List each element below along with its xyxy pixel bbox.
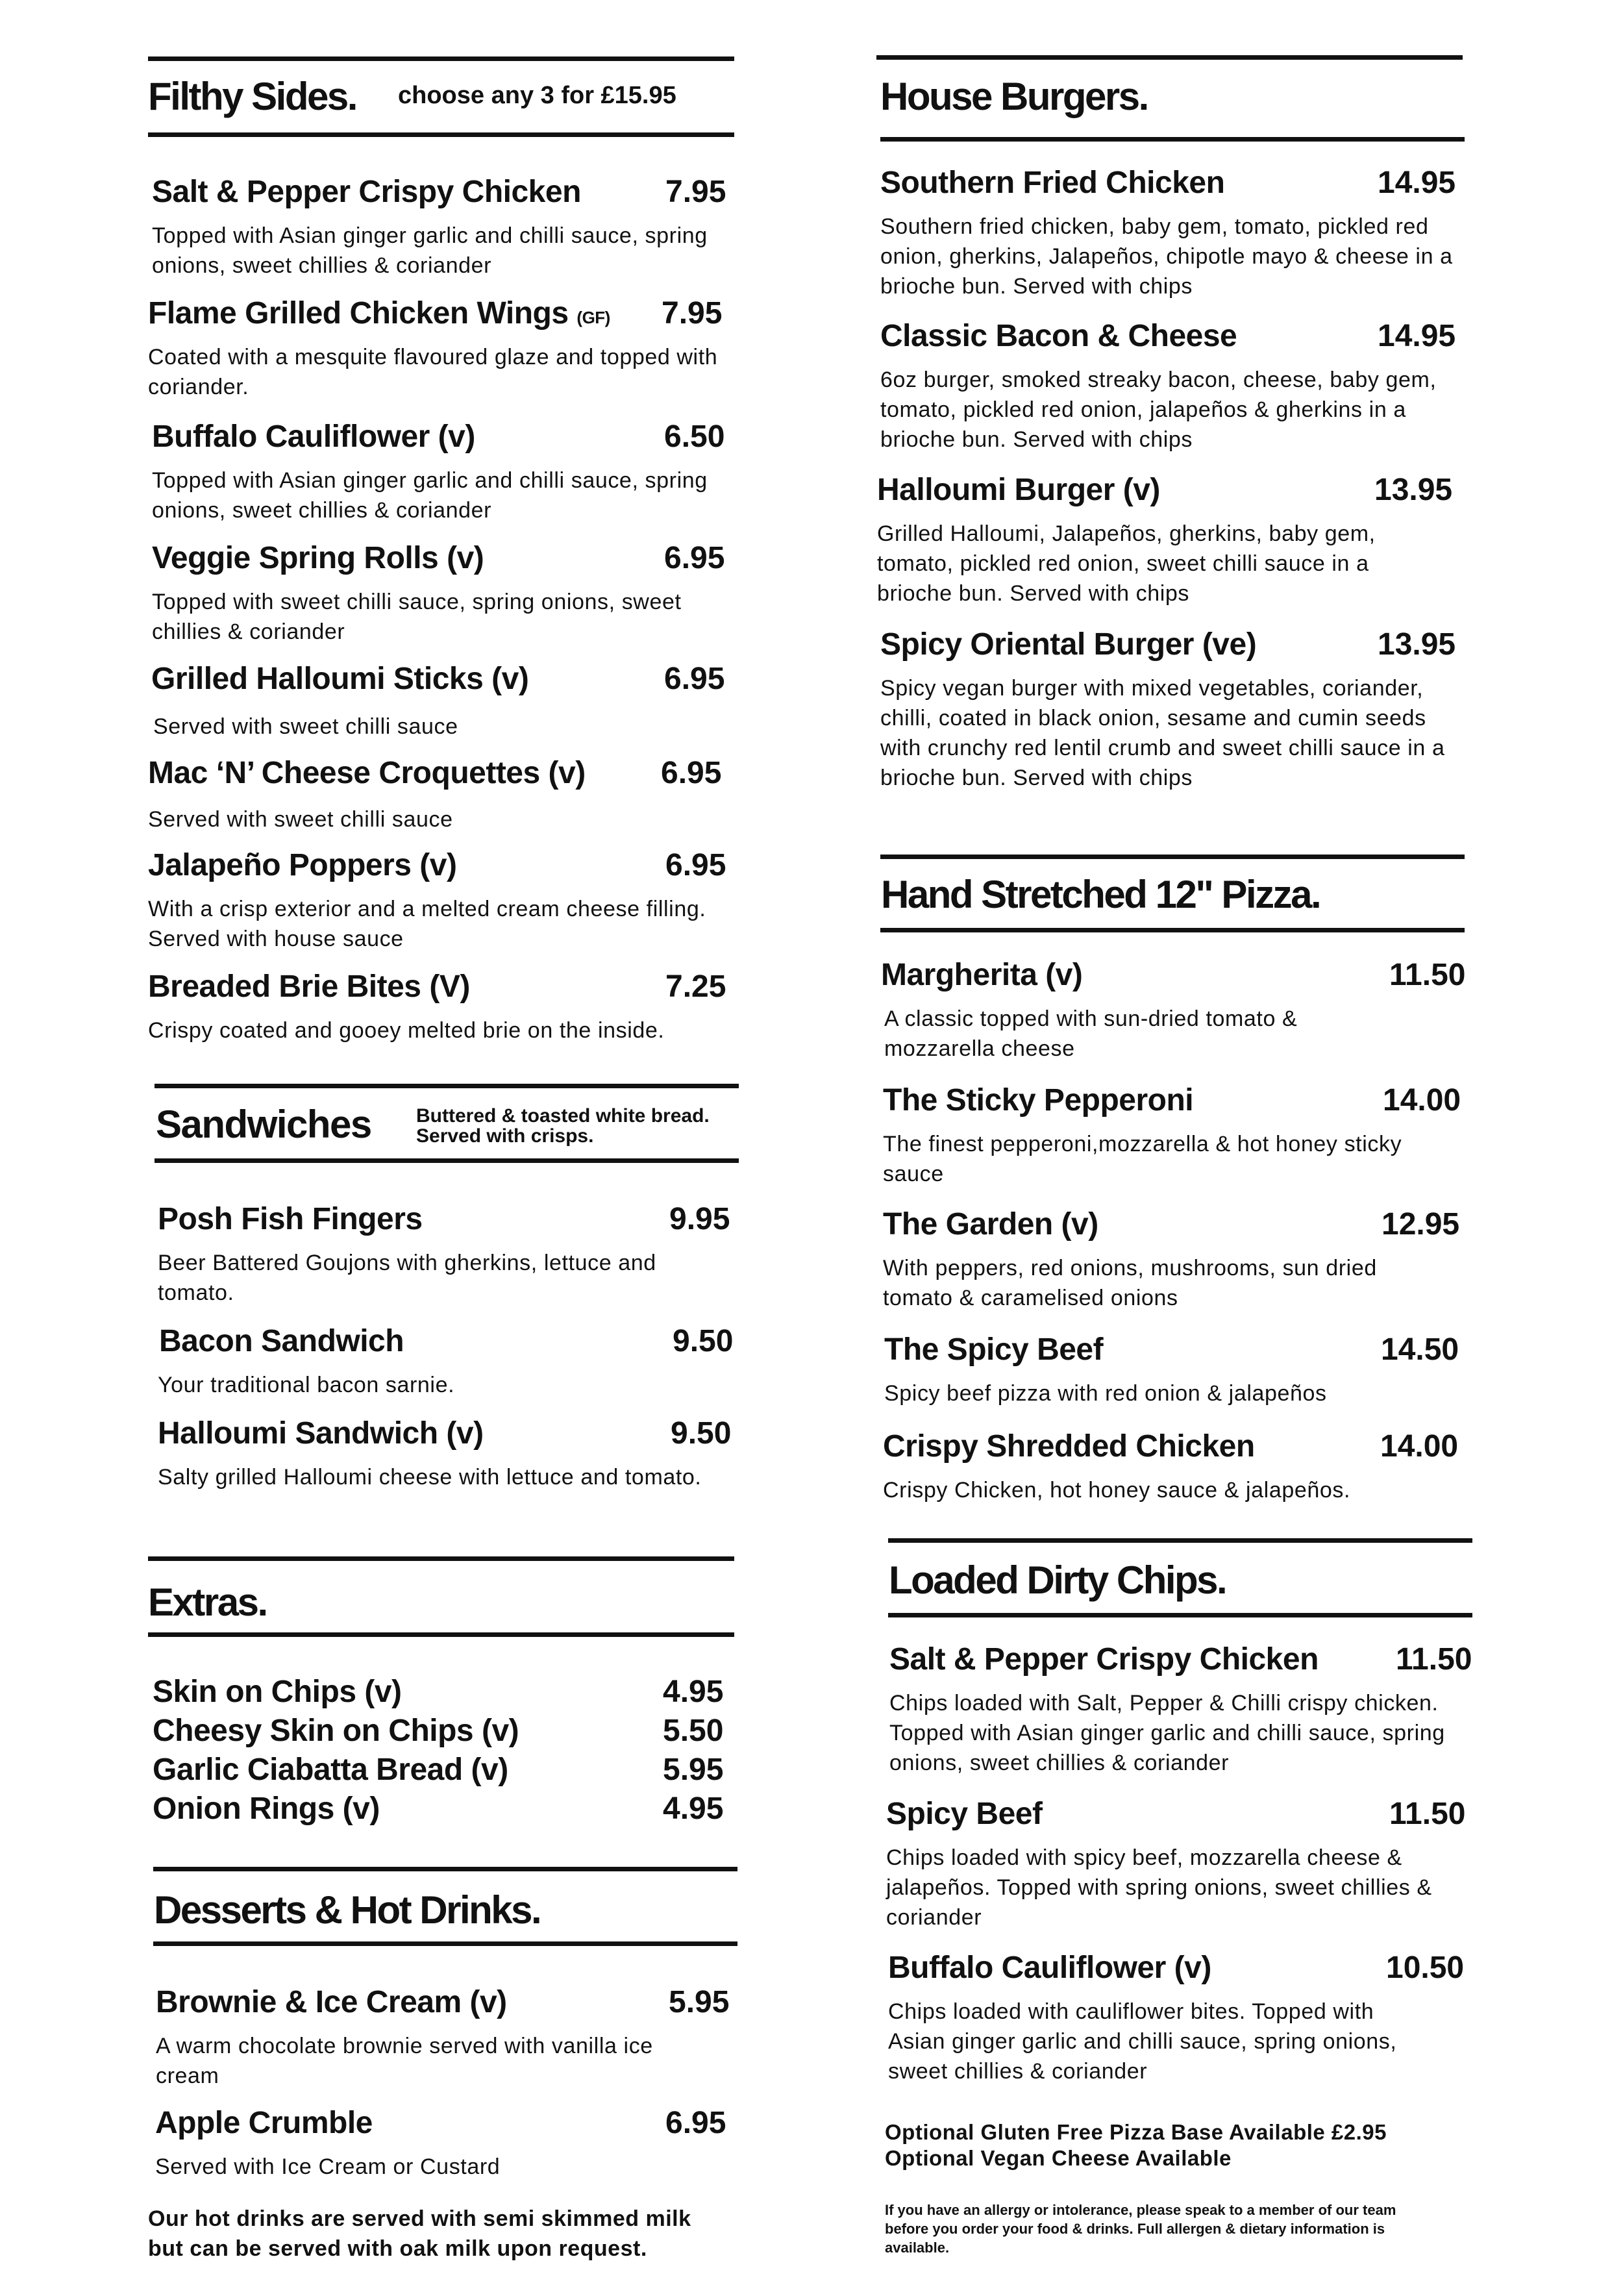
item-name: Buffalo Cauliflower (v): [888, 1951, 1211, 1985]
dietary-tag: (GF): [576, 308, 610, 327]
item-price: 7.25: [665, 969, 726, 1004]
section-title: Desserts & Hot Drinks.: [154, 1888, 541, 1932]
item-name: Halloumi Burger (v): [877, 473, 1160, 507]
item-price: 5.50: [663, 1714, 724, 1748]
item-price: 4.95: [663, 1675, 724, 1709]
item-desc: Chips loaded with spicy beef, mozzarella cheese & jalapeños. Topped with spring onions, sweet chillies & coriander: [886, 1845, 1432, 1930]
item-name: Onion Rings (v): [153, 1791, 380, 1826]
item-name: The Garden (v): [883, 1207, 1098, 1242]
item-name: Classic Bacon & Cheese: [880, 319, 1237, 353]
item-name: Spicy Oriental Burger (ve): [880, 627, 1257, 662]
item-desc: Salty grilled Halloumi cheese with lettuce and tomato.: [158, 1465, 702, 1490]
item-price: 11.50: [1396, 1642, 1472, 1677]
item-name: Grilled Halloumi Sticks (v): [151, 662, 529, 696]
item-desc: 6oz burger, smoked streaky bacon, cheese, baby gem, tomato, pickled red onion, jalapeños & gherkins in a brioche bun. Served with chips: [880, 368, 1437, 452]
item-price: 9.50: [673, 1324, 734, 1358]
section-rule: [148, 1556, 734, 1561]
item-desc: A classic topped with sun-dried tomato & mozzarella cheese: [884, 1006, 1298, 1061]
item-name: Salt & Pepper Crispy Chicken: [152, 175, 581, 209]
section-rule: [880, 137, 1465, 142]
section-rule: [148, 1632, 734, 1637]
section-title: House Burgers.: [880, 75, 1148, 118]
vegan-cheese-note: Optional Vegan Cheese Available: [885, 2146, 1232, 2170]
item-name: Breaded Brie Bites (V): [148, 969, 470, 1004]
section-rule: [876, 55, 1463, 60]
section-title: Extras.: [148, 1580, 267, 1624]
note-line: before you order your food & drinks. Full allergen & dietary information is: [885, 2221, 1385, 2237]
item-price: 5.95: [669, 1985, 730, 2019]
item-desc: Topped with Asian ginger garlic and chilli sauce, spring onions, sweet chillies & coriander: [152, 468, 708, 523]
item-price: 10.50: [1386, 1951, 1465, 1985]
extra-item: [148, 1752, 739, 1791]
section-rule: [888, 1538, 1472, 1543]
item-desc: Your traditional bacon sarnie.: [158, 1373, 455, 1397]
item-price: 7.95: [665, 175, 726, 209]
section-rule: [155, 1158, 739, 1163]
item-name: Skin on Chips (v): [153, 1675, 402, 1709]
item-desc: Served with sweet chilli sauce: [153, 714, 458, 739]
item-price: 14.95: [1378, 319, 1456, 353]
section-title: Sandwiches: [156, 1103, 371, 1146]
allergy-notice: [885, 2201, 1396, 2257]
section-rule: [148, 56, 734, 61]
item-desc: Crispy Chicken, hot honey sauce & jalapeños.: [883, 1478, 1351, 1503]
extra-item: [148, 1674, 739, 1713]
item-price: 13.95: [1374, 473, 1453, 507]
item-price: 6.95: [664, 662, 725, 696]
item-name: Bacon Sandwich: [159, 1324, 404, 1358]
section-rule: [880, 855, 1465, 859]
section-rule: [153, 1941, 737, 1946]
item-price: 6.95: [665, 2106, 726, 2140]
item-name: [148, 295, 610, 331]
item-price: 12.95: [1381, 1207, 1460, 1242]
item-name: Posh Fish Fingers: [158, 1202, 423, 1236]
note-line: but can be served with oak milk upon request.: [148, 2236, 647, 2261]
item-desc: Spicy vegan burger with mixed vegetables, coriander, chilli, coated in black onion, sesame and cumin seeds with crunchy red lentil crumb and sweet chilli sauce in a brioche bun. Served with chips: [880, 676, 1445, 790]
section-rule: [148, 132, 734, 137]
item-desc: Crispy coated and gooey melted brie on the inside.: [148, 1018, 665, 1043]
note-line: Our hot drinks are served with semi skimmed milk: [148, 2206, 691, 2231]
item-price: 6.95: [665, 848, 726, 882]
note-line: available.: [885, 2240, 950, 2256]
item-name: Crispy Shredded Chicken: [883, 1429, 1255, 1464]
item-name: Buffalo Cauliflower (v): [152, 419, 475, 454]
item-price: 9.50: [671, 1416, 732, 1451]
item-desc: With a crisp exterior and a melted cream cheese filling. Served with house sauce: [148, 897, 706, 951]
item-name-text: Flame Grilled Chicken Wings: [148, 296, 569, 331]
gluten-free-note: Optional Gluten Free Pizza Base Available £2.95: [885, 2120, 1387, 2144]
section-rule: [155, 1084, 739, 1088]
item-desc: Topped with sweet chilli sauce, spring onions, sweet chillies & coriander: [152, 590, 682, 644]
item-name: Mac ‘N’ Cheese Croquettes (v): [148, 756, 586, 790]
item-price: 9.95: [669, 1202, 730, 1236]
section-note: [416, 1106, 710, 1146]
item-price: 6.50: [664, 419, 725, 454]
section-rule: [153, 1867, 737, 1871]
item-name: Garlic Ciabatta Bread (v): [153, 1753, 508, 1787]
item-price: 11.50: [1389, 1797, 1466, 1831]
item-desc: Southern fried chicken, baby gem, tomato, pickled red onion, gherkins, Jalapeños, chipotle mayo & cheese in a brioche bun. Served with chips: [880, 214, 1453, 299]
item-price: 4.95: [663, 1791, 724, 1826]
item-desc: Spicy beef pizza with red onion & jalapeños: [884, 1381, 1327, 1406]
item-price: 14.00: [1383, 1083, 1461, 1117]
item-desc: Served with Ice Cream or Custard: [155, 2154, 501, 2179]
item-name: Brownie & Ice Cream (v): [156, 1985, 507, 2019]
item-name: Apple Crumble: [155, 2106, 373, 2140]
item-price: 14.50: [1381, 1332, 1459, 1367]
item-price: 7.95: [662, 296, 723, 331]
note-line: Buttered & toasted white bread.: [416, 1105, 710, 1127]
item-desc: Grilled Halloumi, Jalapeños, gherkins, baby gem, tomato, pickled red onion, sweet chilli sauce in a brioche bun. Served with chips: [877, 521, 1376, 606]
note-line: If you have an allergy or intolerance, please speak to a member of our team: [885, 2202, 1396, 2218]
item-desc: Chips loaded with cauliflower bites. Topped with Asian ginger garlic and chilli sauce, spring onions, sweet chillies & coriander: [888, 1999, 1397, 2084]
optional-notes: [885, 2119, 1387, 2171]
item-price: 14.95: [1378, 166, 1456, 200]
note-line: Served with crisps.: [416, 1125, 594, 1147]
item-name: Jalapeño Poppers (v): [148, 848, 457, 882]
section-title: Hand Stretched 12" Pizza.: [881, 873, 1320, 916]
section-rule: [888, 1613, 1472, 1617]
extra-item: [148, 1791, 739, 1830]
item-name: Southern Fried Chicken: [880, 166, 1225, 200]
item-desc: A warm chocolate brownie served with vanilla ice cream: [156, 2034, 653, 2088]
item-name: The Spicy Beef: [884, 1332, 1104, 1367]
item-price: 6.95: [661, 756, 722, 790]
item-name: Margherita (v): [881, 958, 1083, 992]
item-price: 14.00: [1380, 1429, 1459, 1464]
item-desc: With peppers, red onions, mushrooms, sun dried tomato & caramelised onions: [883, 1256, 1377, 1310]
section-note: choose any 3 for £15.95: [398, 82, 676, 109]
item-name: Halloumi Sandwich (v): [158, 1416, 484, 1451]
item-price: 6.95: [664, 541, 725, 575]
item-desc: Served with sweet chilli sauce: [148, 807, 453, 832]
item-price: 11.50: [1389, 958, 1466, 992]
item-price: 5.95: [663, 1753, 724, 1787]
section-title: Filthy Sides.: [148, 75, 356, 118]
item-name: The Sticky Pepperoni: [883, 1083, 1194, 1117]
item-name: Veggie Spring Rolls (v): [152, 541, 484, 575]
item-name: Salt & Pepper Crispy Chicken: [889, 1642, 1319, 1677]
item-desc: Beer Battered Goujons with gherkins, lettuce and tomato.: [158, 1251, 656, 1305]
item-desc: Chips loaded with Salt, Pepper & Chilli crispy chicken. Topped with Asian ginger garlic and chilli sauce, spring onions, sweet chillies & coriander: [889, 1691, 1445, 1775]
hot-drinks-note: [148, 2204, 691, 2264]
section-rule: [880, 928, 1465, 932]
item-desc: The finest pepperoni,mozzarella & hot honey sticky sauce: [883, 1132, 1402, 1186]
item-desc: Coated with a mesquite flavoured glaze and topped with coriander.: [148, 345, 718, 399]
item-name: Cheesy Skin on Chips (v): [153, 1714, 519, 1748]
item-desc: Topped with Asian ginger garlic and chilli sauce, spring onions, sweet chillies & coriander: [152, 223, 708, 278]
section-title: Loaded Dirty Chips.: [889, 1558, 1226, 1602]
item-price: 13.95: [1378, 627, 1456, 662]
item-name: Spicy Beef: [886, 1797, 1043, 1831]
extra-item: [148, 1713, 739, 1752]
